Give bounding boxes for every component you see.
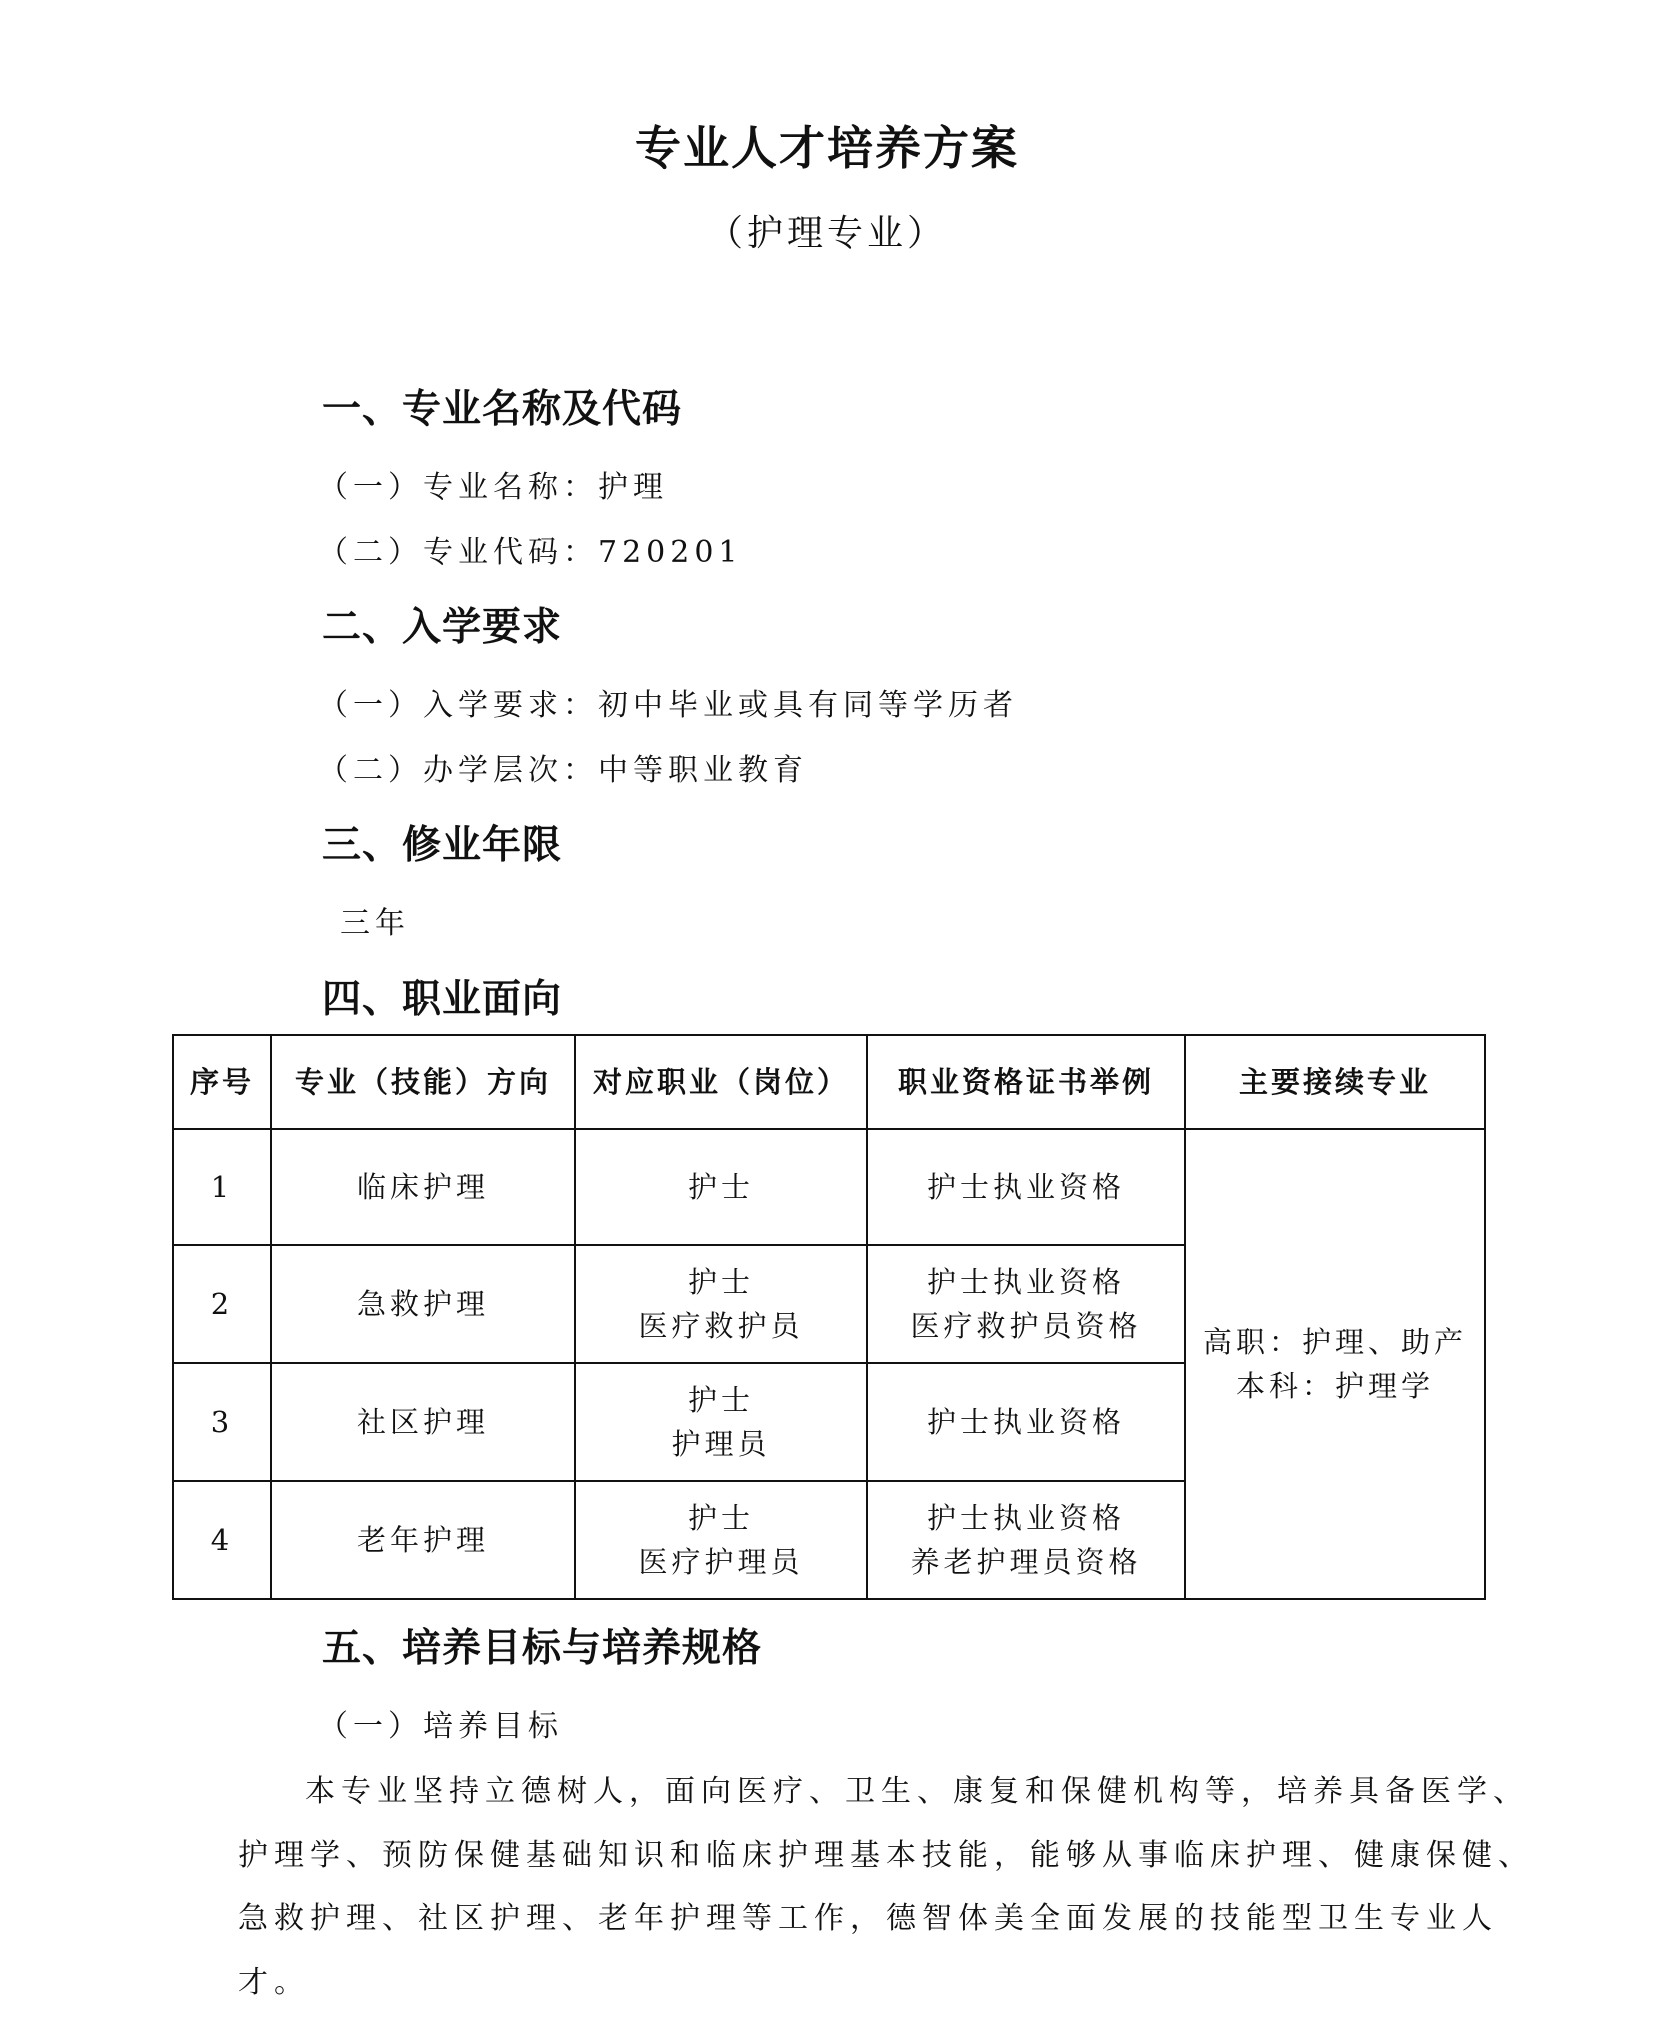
section-heading-admission: 二、入学要求 [322, 605, 563, 650]
row-certs [867, 1363, 1185, 1481]
table-row [173, 1129, 1485, 1245]
cert-item: 护士执业资格 [926, 1265, 1125, 1299]
document-subtitle: （护理专业） [706, 213, 947, 254]
row-certs [867, 1245, 1185, 1363]
goals-paragraph-line: 本专业坚持立德树人，面向医疗、卫生、康复和保健机构等，培养具备医学、 [305, 1774, 1529, 1809]
subsection-goals: （一）培养目标 [318, 1709, 563, 1744]
occupation-table [172, 1034, 1486, 1600]
row-no: 2 [173, 1245, 271, 1363]
goals-paragraph-line: 才。 [238, 1965, 310, 2000]
row-jobs [575, 1481, 867, 1599]
cert-item: 护士执业资格 [926, 1405, 1125, 1439]
row-jobs [575, 1245, 867, 1363]
job-item: 护士 [687, 1170, 754, 1204]
goals-paragraph-line: 护理学、预防保健基础知识和临床护理基本技能，能够从事临床护理、健康保健、 [238, 1838, 1534, 1873]
header-no: 序号 [173, 1035, 271, 1129]
job-item: 医疗护理员 [638, 1545, 804, 1579]
table-header-row [173, 1035, 1485, 1129]
header-certs: 职业资格证书举例 [867, 1035, 1185, 1129]
school-level: （二）办学层次：中等职业教育 [318, 753, 808, 788]
section-heading-goals: 五、培养目标与培养规格 [322, 1626, 763, 1671]
continuation-cell [1185, 1129, 1485, 1599]
continuation-item: 高职：护理、助产 [1202, 1325, 1467, 1359]
row-direction: 临床护理 [271, 1129, 575, 1245]
cert-item: 医疗救护员资格 [910, 1309, 1142, 1343]
major-name: （一）专业名称：护理 [318, 470, 668, 505]
cert-item: 护士执业资格 [926, 1170, 1125, 1204]
cert-item: 护士执业资格 [926, 1501, 1125, 1535]
header-direction: 专业（技能）方向 [271, 1035, 575, 1129]
header-continuation: 主要接续专业 [1185, 1035, 1485, 1129]
duration-value: 三年 [340, 906, 410, 941]
section-heading-occupation: 四、职业面向 [322, 977, 563, 1022]
row-no: 4 [173, 1481, 271, 1599]
row-no: 1 [173, 1129, 271, 1245]
row-certs [867, 1129, 1185, 1245]
row-jobs [575, 1363, 867, 1481]
major-code: （二）专业代码：720201 [318, 535, 743, 570]
header-jobs: 对应职业（岗位） [575, 1035, 867, 1129]
cert-item: 养老护理员资格 [910, 1545, 1142, 1579]
job-item: 护士 [687, 1501, 754, 1535]
job-item: 护士 [687, 1383, 754, 1417]
row-direction: 老年护理 [271, 1481, 575, 1599]
goals-paragraph-line: 急救护理、社区护理、老年护理等工作，德智体美全面发展的技能型卫生专业人 [238, 1901, 1498, 1936]
document-title: 专业人才培养方案 [635, 121, 1019, 175]
job-item: 医疗救护员 [638, 1309, 804, 1343]
row-direction: 急救护理 [271, 1245, 575, 1363]
section-heading-duration: 三、修业年限 [322, 823, 563, 868]
job-item: 护士 [687, 1265, 754, 1299]
continuation-item: 本科：护理学 [1235, 1369, 1434, 1403]
admission-requirement: （一）入学要求：初中毕业或具有同等学历者 [318, 688, 1018, 723]
row-direction: 社区护理 [271, 1363, 575, 1481]
job-item: 护理员 [671, 1427, 771, 1461]
row-jobs [575, 1129, 867, 1245]
section-heading-name-code: 一、专业名称及代码 [322, 387, 683, 432]
row-no: 3 [173, 1363, 271, 1481]
row-certs [867, 1481, 1185, 1599]
